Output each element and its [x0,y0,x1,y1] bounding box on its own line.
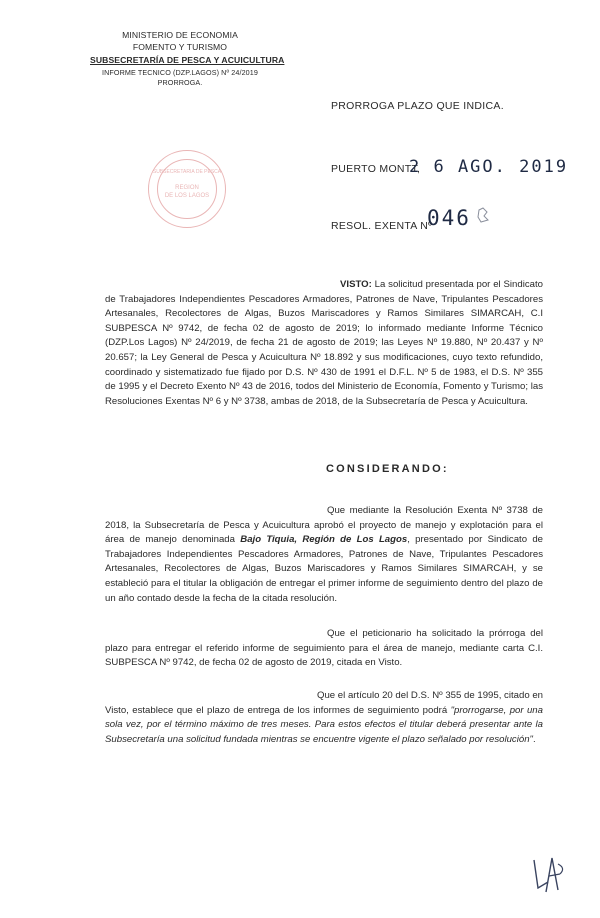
considerando-heading: CONSIDERANDO: [326,463,449,475]
date-value: 2 6 AGO. 2019 [409,157,569,177]
visto-paragraph [105,278,543,409]
stamp-text-top: SUBSECRETARIA DE PESCA [152,169,222,175]
p1-text-b: , presentado por Sindicato de Trabajadores Independientes Pescadores Armadores, Patrones de Nave, Tripulantes Pescadores Artesanales, Recolectores de Algas, Buzos Mariscadores y Ramos Similares SIMARCAH, y se estableció para el titular la obligación de entregar el primer informe de seguimiento dentro del plazo de un año contado desde la fecha de la citada resolución. [105,534,543,604]
visto-label: VISTO: [340,279,372,290]
stamp-text-lagos: DE LOS LAGOS [164,193,210,199]
considerando-paragraph-3 [105,689,543,747]
p3-quote: "prorrogarse, por una sola vez, por el término máximo de tres meses. Para estos efectos el titular deberá presentar ante la Subsecretaría una solicitud fundada mientras se encuentre vigente el plazo señalado por resolución" [105,704,543,745]
stamp-text-region: REGION [175,185,199,191]
subject-line: PRORROGA PLAZO QUE INDICA. [331,100,504,112]
header-subsecretaria: SUBSECRETARÍA DE PESCA Y ACUICULTURA [90,55,285,65]
p3-text-a: Que el artículo 20 del D.S. Nº 355 de 1995, citado en Visto, establece que el plazo de entrega de los informes de seguimiento podrá [105,690,543,716]
visto-text: La solicitud presentada por el Sindicato de Trabajadores Independientes Pescadores Armadores, Patrones de Nave, Tripulantes Pescadores Artesanales, Recolectores de Algas, Buzos Mariscadores y Ramos Similares SIMARCAH, C.I SUBPESCA Nº 9742, de fecha 02 de agosto de 2019; lo informado mediante Informe Técnico (DZP.Los Lagos) Nº 24/2019, de fecha 21 de agosto de 2019; las Leyes Nº 19.880, Nº 20.437 y Nº 20.657; la Ley General de Pesca y Acuicultura Nº 18.892 y sus modificaciones, cuyo texto refundido, coordinado y sistematizado fue fijado por D.S. Nº 430 de 1991 el D.F.L. Nº 5 de 1983, el D.S. Nº 355 de 1995 y el Decreto Exento Nº 43 de 2016, todos del Ministerio de Economía, Fomento y Turismo; las Resoluciones Exentas Nº 6 y Nº 3738, ambas de 2018, de la Subsecretaría de Pesca y Acuicultura. [105,279,543,407]
p2-text: Que el peticionario ha solicitado la prórroga del plazo para entregar el referido informe de seguimiento para el área de manejo, mediante carta C.I. SUBPESCA Nº 9742, de fecha 02 de agosto de 2019, citada en Visto. [105,628,543,669]
ink-mark [476,206,490,224]
p1-text-a: Que mediante la Resolución Exenta Nº 3738 de 2018, la Subsecretaría de Pesca y Acuicultura aprobó el proyecto de manejo y explotación para el área de manejo denominada [105,505,543,546]
resolution-number: 046 [427,206,471,230]
header-ministry-sub: FOMENTO Y TURISMO [132,42,228,52]
resolution-label: RESOL. EXENTA Nº [331,220,433,232]
place-label: PUERTO MONTT, [331,163,421,175]
header-prorroga: PRORROGA. [157,78,203,87]
considerando-paragraph-1 [105,504,543,606]
header-informe: INFORME TECNICO (DZP.LAGOS) Nº 24/2019 [102,68,258,77]
official-stamp [148,150,226,228]
initials-signature [528,852,568,897]
p3-text-b: . [532,733,536,745]
header-ministry: MINISTERIO DE ECONOMIA [122,30,238,40]
p1-area-name: Bajo Tiquia, Región de Los Lagos [240,534,408,546]
considerando-paragraph-2 [105,627,543,671]
